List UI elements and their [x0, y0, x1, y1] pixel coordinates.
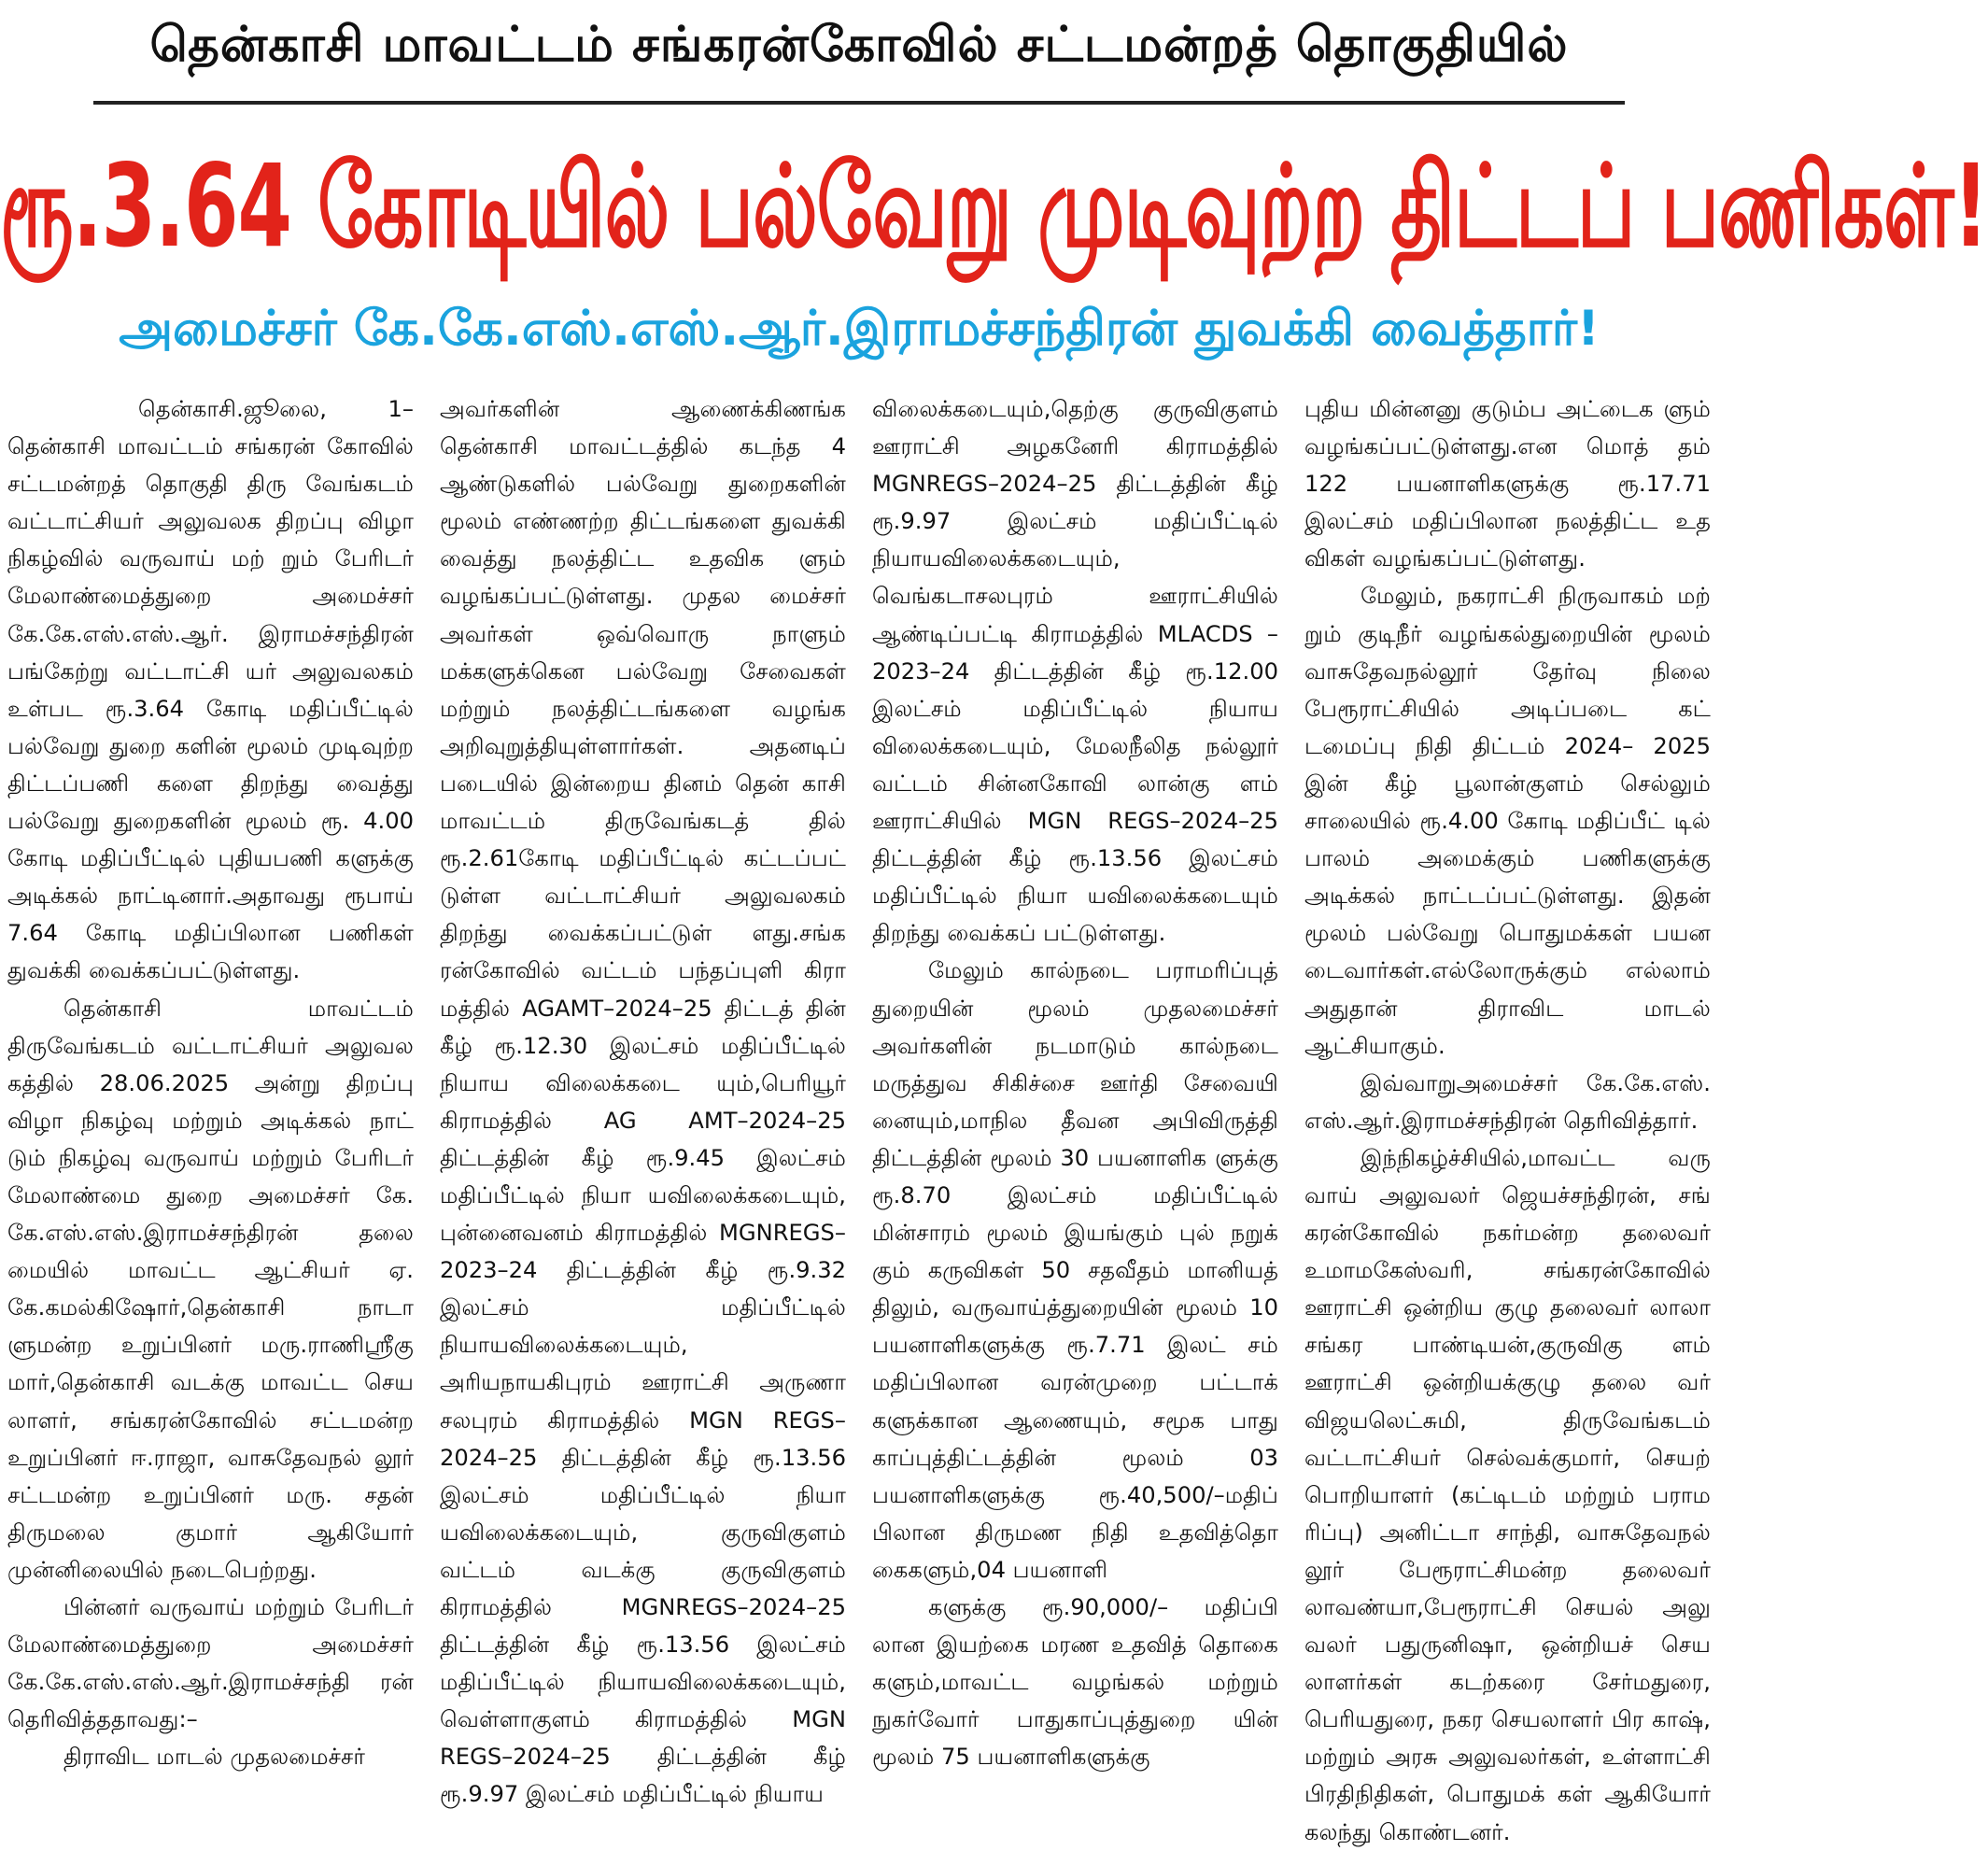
paragraph: பின்னர் வருவாய் மற்றும் பேரிடர் மேலாண்மைத்துறை அமைச்சர் கே.கே.எஸ்.எஸ்.ஆர்.இராமச்சந்தி ரன் தெரிவித்ததாவது:–	[7, 1594, 414, 1733]
paragraph: இந்நிகழ்ச்சியில்,மாவட்ட வரு வாய் அலுவலர் ஜெயச்சந்திரன், சங் கரன்கோவில் நகர்மன்ற தலைவர் உமாமகேஸ்வரி, சங்கரன்கோவில் ஊராட்சி ஒன்றிய குழு தலைவர் லாலா சங்கர பாண்டியன்,குருவிகு ளம் ஊராட்சி ஒன்றியக்குழு தலை வர் விஜயலெட்சுமி, திருவேங்கடம் வட்டாட்சியர் செல்வக்குமார், செயற் பொறியாளர் (கட்டிடம் மற்றும் பராம ரிப்பு) அனிட்டா சாந்தி, வாசுதேவநல் லூர் பேரூராட்சிமன்ற தலைவர் லாவண்யா,பேரூராட்சி செயல் அலு வலர் பதுருனிஷா, ஒன்றியச் செய லாளர்கள் கடற்கரை சேர்மதுரை, பெரியதுரை, நகர செயலாளர் பிர காஷ், மற்றும் அரசு அலுவலர்கள், உள்ளாட்சி பிரதிநிதிகள், பொதுமக் கள் ஆகியோர் கலந்து கொண்டனர்.	[1304, 1144, 1711, 1845]
paragraph: அவர்களின் ஆணைக்கிணங்க தென்காசி மாவட்டத்தில் கடந்த 4 ஆண்டுகளில் பல்வேறு துறைகளின் மூலம் எண்ணற்ற திட்டங்களை துவக்கி வைத்து நலத்திட்ட உதவிக ளும் வழங்கப்பட்டுள்ளது. முதல மைச்சர் அவர்கள் ஒவ்வொரு நாளும் மக்களுக்கென பல்வேறு சேவைகள் மற்றும் நலத்திட்டங்களை வழங்க அறிவுறுத்தியுள்ளார்கள். அதனடிப் படையில் இன்றைய தினம் தென் காசி மாவட்டம் திருவேங்கடத் தில் ரூ.2.61கோடி மதிப்பீட்டில் கட்டப்பட் டுள்ள வட்டாட்சியர் அலுவலகம் திறந்து வைக்கப்பட்டுள் ளது.சங்க ரன்கோவில் வட்டம் பந்தப்புளி கிரா மத்தில் AGAMT–2024–25 திட்டத் தின் கீழ் ரூ.12.30 இலட்சம் மதிப்பீட்டில் நியாய விலைக்கடை யும்,பெரியூர் கிராமத்தில் AG AMT–2024–25 திட்டத்தின் கீழ் ரூ.9.45 இலட்சம் மதிப்பீட்டில் நியா யவிலைக்கடையும், புன்னைவனம் கிராமத்தில் MGNREGS–2023–24 திட்டத்தின் கீழ் ரூ.9.32 இலட்சம் மதிப்பீட்டில் நியாயவிலைக்கடையும், அரியநாயகிபுரம் ஊராட்சி அருணா சலபுரம் கிராமத்தில் MGN REGS–2024–25 திட்டத்தின் கீழ் ரூ.13.56 இலட்சம் மதிப்பீட்டில் நியா யவிலைக்கடையும், குருவிகுளம் வட்டம் வடக்கு குருவிகுளம் கிராமத்தில் MGNREGS–2024–25 திட்டத்தின் கீழ் ரூ.13.56 இலட்சம் மதிப்பீட்டில் நியாயவிலைக்கடையும், வெள்ளாகுளம் கிராமத்தில் MGN REGS–2024–25 திட்டத்தின் கீழ் ரூ.9.97 இலட்சம் மதிப்பீட்டில் நியாய	[440, 396, 846, 1808]
column-4	[1304, 390, 1711, 1845]
paragraph: விலைக்கடையும்,தெற்கு குருவிகுளம் ஊராட்சி அழகனேரி கிராமத்தில் MGNREGS–2024–25 திட்டத்தின் கீழ் ரூ.9.97 இலட்சம் மதிப்பீட்டில் நியாயவிலைக்கடையும், வெங்கடாசலபுரம் ஊராட்சியில் ஆண்டிப்பட்டி கிராமத்தில் MLACDS –2023–24 திட்டத்தின் கீழ் ரூ.12.00 இலட்சம் மதிப்பீட்டில் நியாய விலைக்கடையும், மேலநீலித நல்லூர் வட்டம் சின்னகோவி லான்கு ளம் ஊராட்சியில் MGN REGS–2024–25 திட்டத்தின் கீழ் ரூ.13.56 இலட்சம் மதிப்பீட்டில் நியா யவிலைக்கடையும் திறந்து வைக்கப் பட்டுள்ளது.	[872, 396, 1278, 947]
paragraph: இவ்வாறுஅமைச்சர் கே.கே.எஸ். எஸ்.ஆர்.இராமச்சந்திரன் தெரிவித்தார்.	[1304, 1069, 1711, 1134]
headline: ரூ.3.64 கோடியில் பல்வேறு முடிவுற்ற திட்டப் பணிகள்!	[0, 140, 1988, 274]
kicker-divider	[93, 101, 1625, 105]
paragraph: திராவிட மாடல் முதலமைச்சர்	[63, 1744, 365, 1771]
column-1	[7, 390, 414, 1810]
kicker-heading: தென்காசி மாவட்டம் சங்கரன்கோவில் சட்டமன்றத் தொகுதியில்	[149, 17, 1569, 73]
column-2	[440, 390, 846, 1810]
paragraph: களுக்கு ரூ.90,000/– மதிப்பி லான இயற்கை மரண உதவித் தொகை களும்,மாவட்ட வழங்கல் மற்றும் நுகர்வோர் பாதுகாப்புத்துறை யின் மூலம் 75 பயனாளிகளுக்கு	[872, 1594, 1278, 1771]
column-3	[872, 390, 1278, 1810]
paragraph: தென்காசி.ஜூலை, 1– தென்காசி மாவட்டம் சங்கரன் கோவில் சட்டமன்றத் தொகுதி திரு வேங்கடம் வட்டாட்சியர் அலுவலக திறப்பு விழா நிகழ்வில் வருவாய் மற் றும் பேரிடர் மேலாண்மைத்துறை அமைச்சர் கே.கே.எஸ்.எஸ்.ஆர். இராமச்சந்திரன் பங்கேற்று வட்டாட்சி யர் அலுவலகம் உள்பட ரூ.3.64 கோடி மதிப்பீட்டில் பல்வேறு துறை களின் மூலம் முடிவுற்ற திட்டப்பணி களை திறந்து வைத்து பல்வேறு துறைகளின் மூலம் ரூ. 4.00 கோடி மதிப்பீட்டில் புதியபணி களுக்கு அடிக்கல் நாட்டினார்.அதாவது ரூபாய் 7.64 கோடி மதிப்பிலான பணிகள் துவக்கி வைக்கப்பட்டுள்ளது.	[7, 396, 414, 984]
paragraph: மேலும் கால்நடை பராமரிப்புத் துறையின் மூலம் முதலமைச்சர் அவர்களின் நடமாடும் கால்நடை மருத்துவ சிகிச்சை ஊர்தி சேவையி னையும்,மாநில தீவன அபிவிருத்தி திட்டத்தின் மூலம் 30 பயனாளிக ளுக்கு ரூ.8.70 இலட்சம் மதிப்பீட்டில் மின்சாரம் மூலம் இயங்கும் புல் நறுக் கும் கருவிகள் 50 சதவீதம் மானியத் திலும், வருவாய்த்துறையின் மூலம் 10 பயனாளிகளுக்கு ரூ.7.71 இலட் சம் மதிப்பிலான வரன்முறை பட்டாக் களுக்கான ஆணையும், சமூக பாது காப்புத்திட்டத்தின் மூலம் 03 பயனாளிகளுக்கு ரூ.40,500/–மதிப் பிலான திருமண நிதி உதவித்தொ கைகளும்,04 பயனாளி	[872, 957, 1278, 1583]
paragraph: தென்காசி மாவட்டம் திருவேங்கடம் வட்டாட்சியர் அலுவல கத்தில் 28.06.2025 அன்று திறப்பு விழா நிகழ்வு மற்றும் அடிக்கல் நாட் டும் நிகழ்வு வருவாய் மற்றும் பேரிடர் மேலாண்மை துறை அமைச்சர் கே. கே.எஸ்.எஸ்.இராமச்சந்திரன் தலை மையில் மாவட்ட ஆட்சியர் ஏ. கே.கமல்கிஷோர்,தென்காசி நாடா ளுமன்ற உறுப்பினர் மரு.ராணிஸ்ரீகு மார்,தென்காசி வடக்கு மாவட்ட செய லாளர், சங்கரன்கோவில் சட்டமன்ற உறுப்பினர் ஈ.ராஜா, வாசுதேவநல் லூர் சட்டமன்ற உறுப்பினர் மரு. சதன் திருமலை குமார் ஆகியோர் முன்னிலையில் நடைபெற்றது.	[7, 995, 414, 1583]
paragraph: புதிய மின்னனு குடும்ப அட்டைக ளும் வழங்கப்பட்டுள்ளது.என மொத் தம் 122 பயனாளிகளுக்கு ரூ.17.71 இலட்சம் மதிப்பிலான நலத்திட்ட உத விகள் வழங்கப்பட்டுள்ளது.	[1304, 396, 1711, 572]
article-body	[7, 390, 1711, 1845]
subheadline: அமைச்சர் கே.கே.எஸ்.எஸ்.ஆர்.இராமச்சந்திரன் துவக்கி வைத்தார்!	[119, 301, 1600, 357]
paragraph: மேலும், நகராட்சி நிருவாகம் மற் றும் குடிநீர் வழங்கல்துறையின் மூலம் வாசுதேவநல்லூர் தேர்வு நிலை பேரூராட்சியில் அடிப்படை கட் டமைப்பு நிதி திட்டம் 2024– 2025 இன் கீழ் பூலான்குளம் செல்லும் சாலையில் ரூ.4.00 கோடி மதிப்பீட் டில் பாலம் அமைக்கும் பணிகளுக்கு அடிக்கல் நாட்டப்பட்டுள்ளது. இதன் மூலம் பல்வேறு பொதுமக்கள் பயன டைவார்கள்.எல்லோருக்கும் எல்லாம் அதுதான் திராவிட மாடல் ஆட்சியாகும்.	[1304, 583, 1711, 1059]
